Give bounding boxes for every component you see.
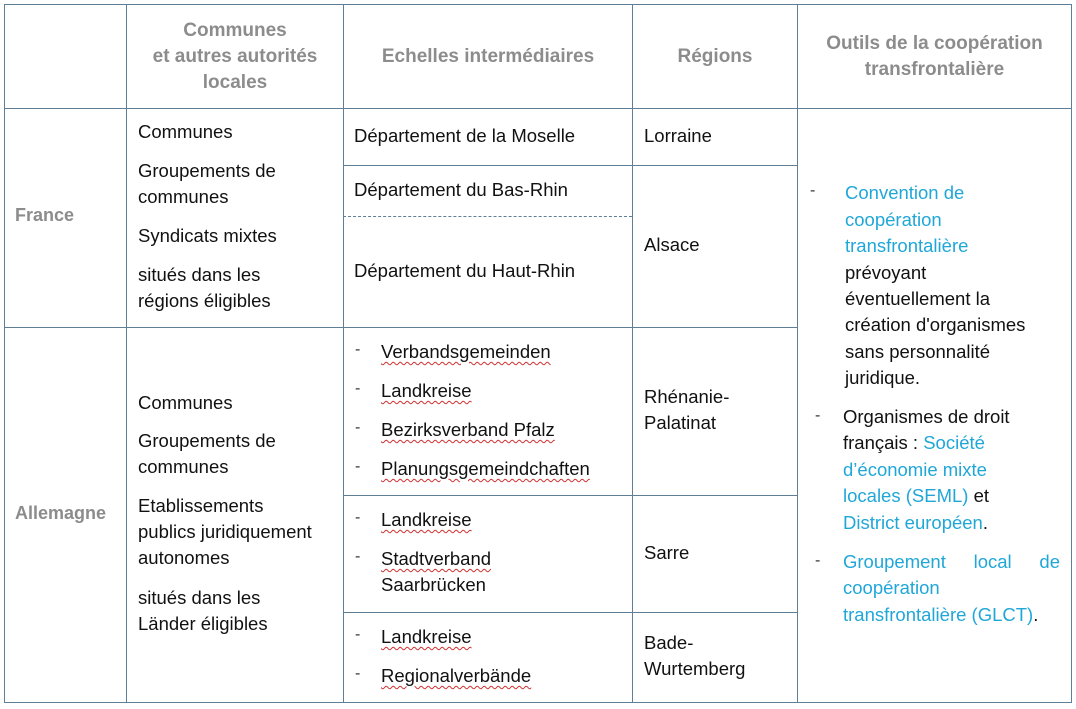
outils-juridique: juridique. xyxy=(845,367,921,388)
rp-bullet-4: - xyxy=(355,458,361,475)
de-etablissements-2: publics juridiquement xyxy=(138,521,312,542)
country-allemagne: Allemagne xyxy=(15,503,107,523)
header-communes-line1: Communes xyxy=(183,19,287,41)
outils-prevoyant: prévoyant xyxy=(845,262,927,283)
rp-item-bezirksverband: Bezirksverband Pfalz xyxy=(381,419,555,440)
rp-bullet-2: - xyxy=(355,380,361,397)
outils-seml-line xyxy=(843,483,989,509)
outils-district-line xyxy=(843,510,988,536)
region-rhenanie-2: Palatinat xyxy=(644,412,716,433)
outils-societe: Société xyxy=(923,432,985,453)
sarre-item-stadtverband: Stadtverband xyxy=(381,548,492,569)
outils-glct-period: . xyxy=(1033,604,1039,625)
header-communes-line2: et autres autorités xyxy=(152,45,318,67)
outils-bullet-2: - xyxy=(815,407,821,424)
outils-district-period: . xyxy=(982,512,988,533)
outils-glct-2: coopération xyxy=(843,577,940,598)
outils-convention-1: Convention de xyxy=(845,182,965,203)
rp-item-verbandsgemeinden: Verbandsgemeinden xyxy=(381,341,551,362)
fr-syndicats: Syndicats mixtes xyxy=(138,225,277,246)
outils-bullet-1: - xyxy=(810,182,816,199)
de-etablissements-1: Etablissements xyxy=(138,495,264,516)
country-france: France xyxy=(15,205,75,225)
outils-economie-mixte: d’économie mixte xyxy=(843,459,987,480)
region-alsace: Alsace xyxy=(644,234,700,255)
sarre-bullet-2: - xyxy=(355,548,361,565)
sarre-bottom-border xyxy=(343,612,797,613)
de-situes-1: situés dans les xyxy=(138,587,261,608)
col2-border xyxy=(343,4,344,702)
region-lorraine: Lorraine xyxy=(644,125,712,146)
outils-district: District européen xyxy=(843,512,983,533)
moselle-bottom-border xyxy=(343,165,797,166)
france-bottom-border xyxy=(4,327,797,328)
outils-glct-1: Groupement local de xyxy=(843,551,1060,572)
header-bottom-border xyxy=(4,108,1072,109)
sarre-bullet-1: - xyxy=(355,509,361,526)
rp-bottom-border xyxy=(343,495,797,496)
fr-situes-1: situés dans les xyxy=(138,264,261,285)
outils-glct-line3 xyxy=(843,602,1038,628)
fr-communes: Communes xyxy=(138,121,233,142)
outils-francais: français : xyxy=(843,432,924,453)
fr-situes-2: régions éligibles xyxy=(138,290,271,311)
dept-haut-rhin: Département du Haut-Rhin xyxy=(354,260,576,281)
rp-item-landkreise: Landkreise xyxy=(381,380,472,401)
outils-francais-line xyxy=(843,430,985,456)
outils-et: et xyxy=(968,485,990,506)
outils-glct-3: transfrontalière (GLCT) xyxy=(843,604,1034,625)
outils-creation: création d'organismes xyxy=(845,314,1026,335)
region-sarre: Sarre xyxy=(644,542,690,563)
de-groupements-2: communes xyxy=(138,456,229,477)
header-echelles: Echelles intermédiaires xyxy=(381,45,595,67)
rp-bullet-3: - xyxy=(355,419,361,436)
region-bade-2: Wurtemberg xyxy=(644,658,746,679)
fr-groupements-1: Groupements de xyxy=(138,160,276,181)
fr-groupements-2: communes xyxy=(138,186,229,207)
table-bottom-border xyxy=(4,702,1072,703)
dept-bas-rhin: Département du Bas-Rhin xyxy=(354,179,568,200)
bw-bullet-1: - xyxy=(355,626,361,643)
header-communes-line3: locales xyxy=(202,71,268,93)
header-regions: Régions xyxy=(677,45,753,67)
rp-bullet-1: - xyxy=(355,341,361,358)
outils-organismes: Organismes de droit xyxy=(843,406,1010,427)
outils-sans-personnalite: sans personnalité xyxy=(845,341,991,362)
de-situes-2: Länder éligibles xyxy=(138,613,268,634)
col4-border xyxy=(797,4,798,702)
rp-item-planungsgemeindchaften: Planungsgemeindchaften xyxy=(381,458,590,479)
region-bade-1: Bade- xyxy=(644,632,694,653)
de-groupements-1: Groupements de xyxy=(138,430,276,451)
outils-convention-2: coopération xyxy=(845,209,942,230)
header-communes xyxy=(127,5,343,108)
sarre-item-landkreise: Landkreise xyxy=(381,509,472,530)
header-outils-line1: Outils de la coopération xyxy=(826,32,1043,54)
header-outils xyxy=(798,5,1071,108)
de-communes: Communes xyxy=(138,392,233,413)
outils-seml: locales (SEML) xyxy=(843,485,969,506)
outils-bullet-3: - xyxy=(815,552,821,569)
table-left-border xyxy=(4,4,5,702)
bas-rhin-dashed-border xyxy=(343,216,632,217)
de-etablissements-3: autonomes xyxy=(138,547,230,568)
header-outils-line2: transfrontalière xyxy=(864,58,1005,80)
col1-border xyxy=(126,4,127,702)
bw-item-landkreise: Landkreise xyxy=(381,626,472,647)
outils-eventuellement: éventuellement la xyxy=(845,288,991,309)
outils-convention-3: transfrontalière xyxy=(845,235,969,256)
bw-bullet-2: - xyxy=(355,665,361,682)
table-right-border xyxy=(1071,4,1072,702)
dept-moselle: Département de la Moselle xyxy=(354,125,576,146)
sarre-item-saarbrucken: Saarbrücken xyxy=(381,574,486,595)
col3-border xyxy=(632,4,633,702)
bw-item-regionalverbande: Regionalverbände xyxy=(381,665,532,686)
region-rhenanie-1: Rhénanie- xyxy=(644,386,730,407)
